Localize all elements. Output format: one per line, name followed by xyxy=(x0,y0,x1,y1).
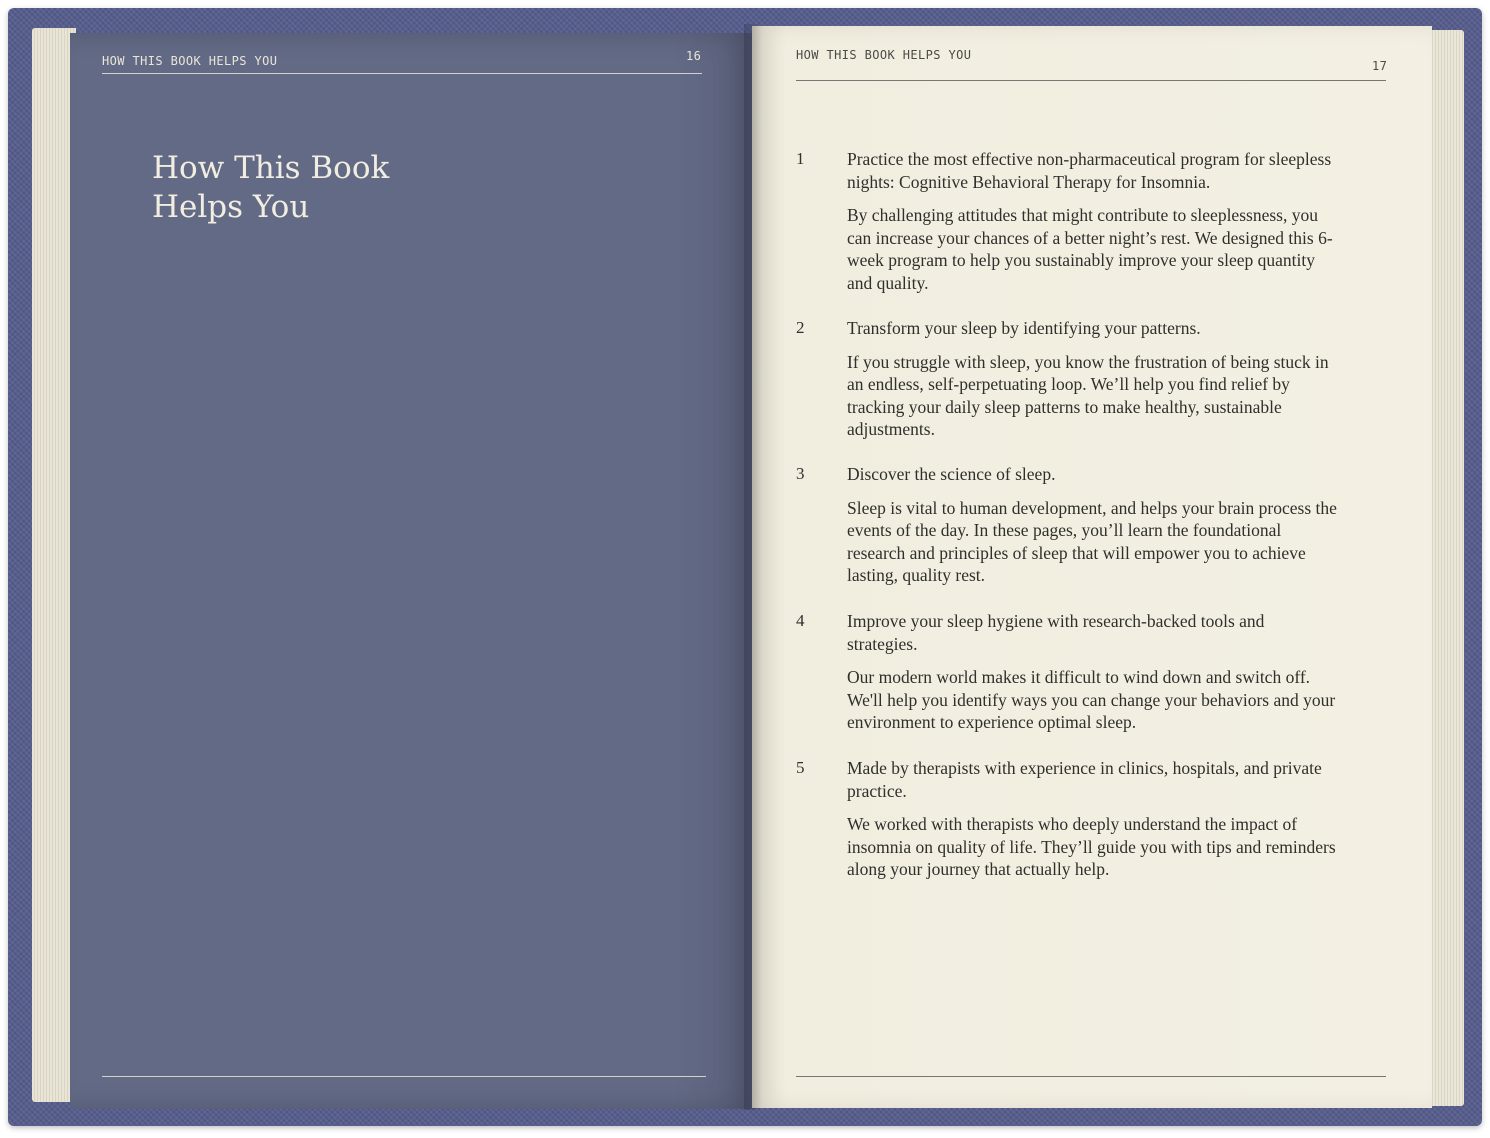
left-page xyxy=(70,33,756,1109)
running-head-right: HOW THIS BOOK HELPS YOU xyxy=(796,48,972,62)
item-number: 4 xyxy=(796,611,805,630)
footer-rule-right xyxy=(796,1076,1386,1077)
page-number-right: 17 xyxy=(1372,59,1388,73)
header-rule-right xyxy=(796,80,1386,81)
item-number: 1 xyxy=(796,149,805,168)
item-heading: Discover the science of sleep. xyxy=(847,464,1056,484)
right-page xyxy=(752,26,1432,1108)
list-item-5 xyxy=(796,757,1356,881)
item-heading: Improve your sleep hygiene with research-backed tools and strategies. xyxy=(847,611,1265,654)
item-text: Sleep is vital to human development, and helps your brain process the events of the day. In these pages, you’ll learn the foundational research and principles of sleep that will empower you to achieve lasting, quality rest. xyxy=(847,497,1337,585)
list-item-1 xyxy=(796,148,1356,294)
book-gutter xyxy=(744,24,762,1110)
item-heading: Transform your sleep by identifying your patterns. xyxy=(847,318,1201,338)
item-number: 2 xyxy=(796,318,805,337)
list-item-2 xyxy=(796,317,1356,441)
chapter-title: How This Book Helps You xyxy=(152,150,390,225)
list-item-4 xyxy=(796,610,1356,734)
item-number: 3 xyxy=(796,464,805,483)
footer-rule-left xyxy=(102,1076,706,1077)
page-number-left: 16 xyxy=(686,49,702,63)
running-head-left: HOW THIS BOOK HELPS YOU xyxy=(102,54,278,68)
item-text: Our modern world makes it difficult to wind down and switch off. We'll help you identify ways you can change your behaviors and your environment to experience optimal sleep. xyxy=(847,667,1336,732)
item-text: If you struggle with sleep, you know the frustration of being stuck in an endless, self-perpetuating loop. We’ll help you find relief by tracking your daily sleep patterns to make healthy, sustainable adjustments. xyxy=(847,351,1329,439)
item-number: 5 xyxy=(796,758,805,777)
item-text: By challenging attitudes that might contribute to sleeplessness, you can increase your chances of a better night’s rest. We designed this 6-week program to help you sustainably improve your sleep quantity and quality. xyxy=(847,205,1333,293)
item-heading: Made by therapists with experience in clinics, hospitals, and private practice. xyxy=(847,758,1322,801)
item-heading: Practice the most effective non-pharmaceutical program for sleepless nights: Cognitive Behavioral Therapy for Insomnia. xyxy=(847,149,1332,192)
list-item-3 xyxy=(796,463,1356,587)
item-text: We worked with therapists who deeply understand the impact of insomnia on quality of life. They’ll guide you with tips and reminders along your journey that actually help. xyxy=(847,814,1336,879)
header-rule-left xyxy=(102,73,702,74)
